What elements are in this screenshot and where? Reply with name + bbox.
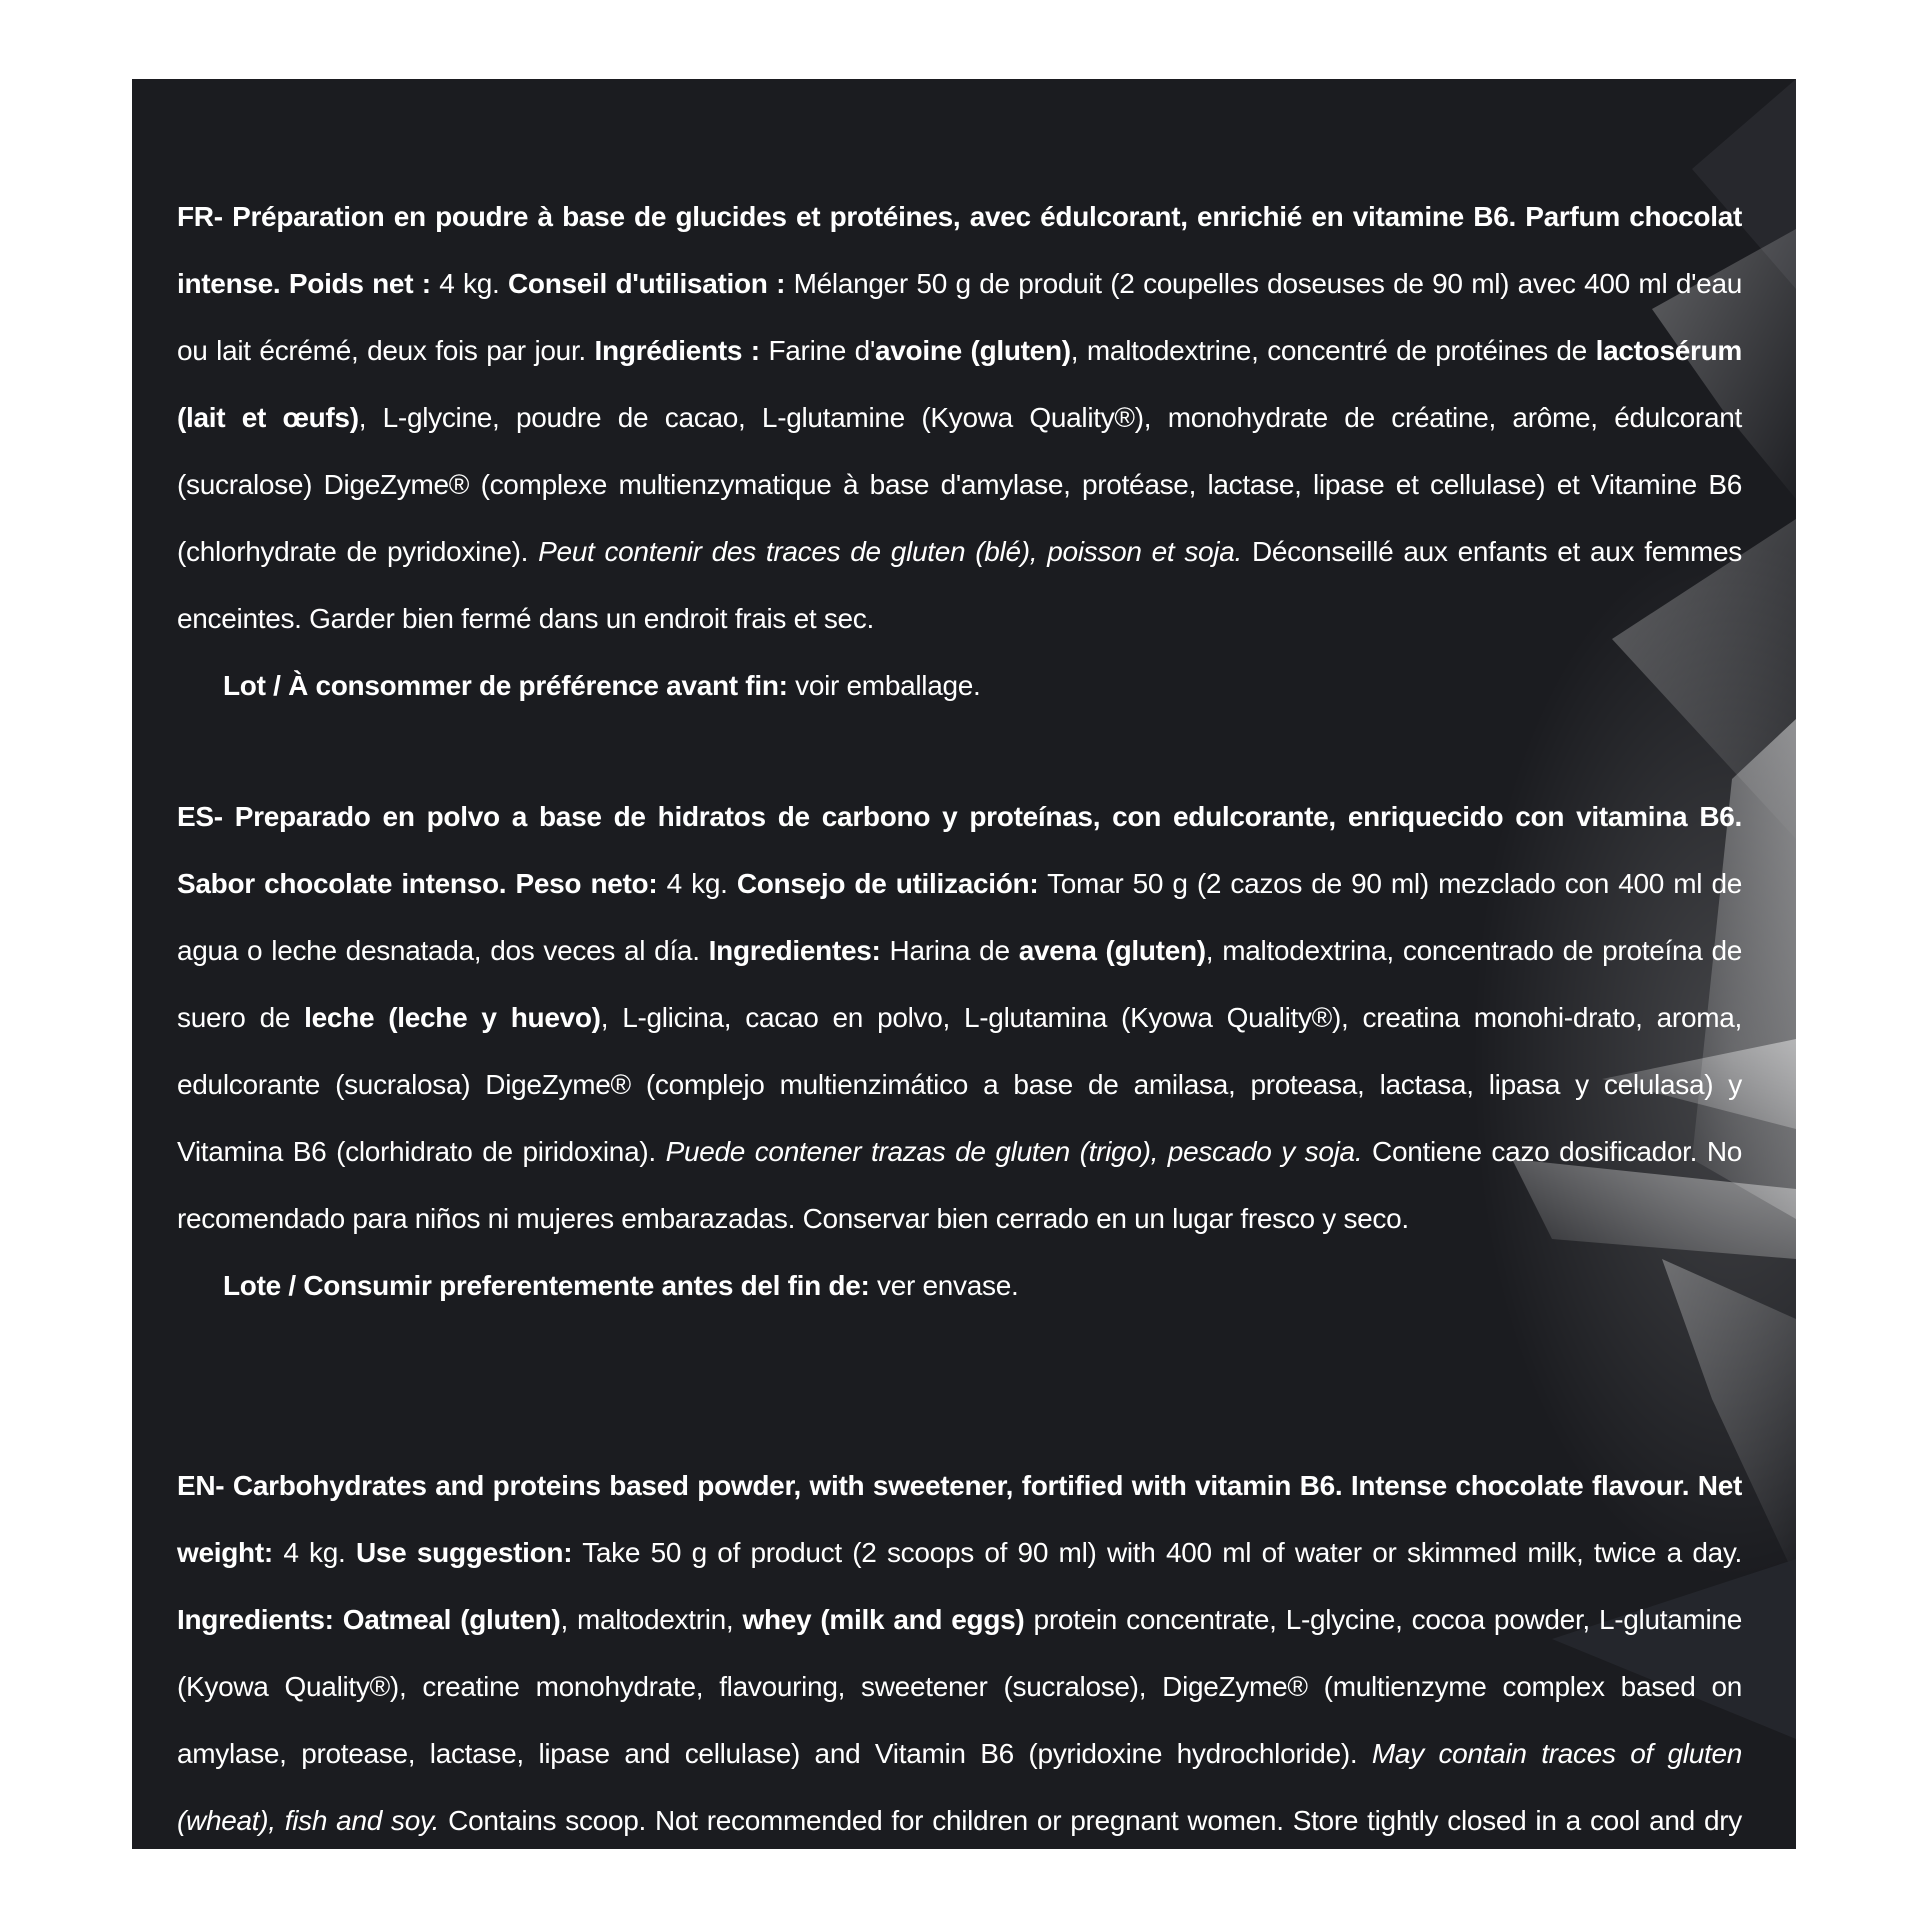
spanish-traces-warning: Puede contener trazas de gluten (trigo), pescado y soja. bbox=[665, 1136, 1363, 1167]
french-allergen-oats: avoine (gluten) bbox=[875, 335, 1071, 366]
english-section bbox=[177, 1452, 1742, 1921]
spanish-usage-text: Tomar 50 g (2 cazos de 90 ml) mezclado con 400 ml de agua o leche desnatada, dos veces al día. bbox=[177, 868, 1742, 966]
spanish-ingredients-label: Ingredientes: bbox=[708, 935, 881, 966]
spanish-ingredients-text-3: , L-glicina, cacao en polvo, L-glutamina (Kyowa Quality®), creatina monohi-drato, aroma, edulcorante (sucralosa) DigeZyme® (complejo multienzimático a base de amilasa, proteasa, lactasa, lipasa y celulasa) y Vitamina B6 (clorhidrato de piridoxina). bbox=[177, 1002, 1742, 1167]
product-label-panel bbox=[132, 79, 1796, 1903]
spanish-section bbox=[177, 783, 1742, 1319]
spanish-title: ES- Preparado en polvo a base de hidratos de carbono y proteínas, con edulcorante, enriquecido con vitamina B6. Sabor chocolate intenso. Peso neto: bbox=[177, 801, 1742, 899]
spanish-ingredients-text: Harina de bbox=[880, 935, 1019, 966]
french-paragraph bbox=[177, 183, 1742, 652]
spanish-allergen-milk: leche (leche y huevo) bbox=[304, 1002, 601, 1033]
french-ingredients-text-2: , maltodextrine, concentré de protéines de bbox=[1070, 335, 1596, 366]
english-allergen-whey: whey (milk and eggs) bbox=[742, 1604, 1025, 1635]
english-paragraph bbox=[177, 1452, 1742, 1921]
french-lot-label: Lot / À consommer de préférence avant fin: bbox=[223, 670, 788, 701]
french-net-weight: 4 kg. bbox=[430, 268, 508, 299]
english-net-weight: 4 kg. bbox=[272, 1537, 356, 1568]
english-warnings: Contains scoop. Not recommended for children or pregnant women. Store tightly closed in a cool and dry place bbox=[177, 1805, 1742, 1903]
spanish-ingredients-text-2: , maltodextrina, concentrado de proteína de suero de bbox=[177, 935, 1742, 1033]
english-ingredients-label: Ingredients: bbox=[177, 1604, 334, 1635]
english-usage-text: Take 50 g of product (2 scoops of 90 ml) with 400 ml of water or skimmed milk, twice a day. bbox=[572, 1537, 1742, 1568]
english-title: EN- Carbohydrates and proteins based powder, with sweetener, fortified with vitamin B6. Intense chocolate flavour. Net weight: bbox=[177, 1470, 1742, 1568]
english-ingredients-text: , maltodextrin, bbox=[560, 1604, 743, 1635]
french-lot-line bbox=[177, 652, 1742, 719]
spanish-lot-value: ver envase. bbox=[869, 1270, 1019, 1301]
spanish-paragraph bbox=[177, 783, 1742, 1252]
french-usage-label: Conseil d'utilisation : bbox=[507, 268, 786, 299]
spanish-warnings: Contiene cazo dosificador. No recomendado para niños ni mujeres embarazadas. Conservar bien cerrado en un lugar fresco y seco. bbox=[177, 1136, 1743, 1234]
french-ingredients-text-3: , L-glycine, poudre de cacao, L-glutamine (Kyowa Quality®), monohydrate de créatine, arôme, édulcorant (sucralose) DigeZyme® (complexe multienzymatique à base d'amylase, protéase, lactase, lipase et cellulase) et Vitamine B6 (chlorhydrate de pyridoxine). bbox=[177, 402, 1742, 567]
spanish-lot-line bbox=[177, 1252, 1742, 1319]
french-section bbox=[177, 183, 1742, 719]
english-traces-warning: May contain traces of gluten (wheat), fish and soy. bbox=[177, 1738, 1742, 1836]
french-allergen-whey: lactosérum (lait et œufs) bbox=[177, 335, 1743, 433]
french-usage-text: Mélanger 50 g de produit (2 coupelles doseuses de 90 ml) avec 400 ml d'eau ou lait écrémé, deux fois par jour. bbox=[177, 268, 1742, 366]
spanish-net-weight: 4 kg. bbox=[657, 868, 737, 899]
french-warnings: Déconseillé aux enfants et aux femmes enceintes. Garder bien fermé dans un endroit frais et sec. bbox=[177, 536, 1742, 634]
french-lot-value: voir emballage. bbox=[787, 670, 981, 701]
spanish-allergen-oats: avena (gluten) bbox=[1018, 935, 1206, 966]
english-ingredients-space bbox=[334, 1604, 343, 1635]
french-ingredients-text: Farine d' bbox=[759, 335, 875, 366]
english-usage-label: Use suggestion: bbox=[355, 1537, 573, 1568]
french-traces-warning: Peut contenir des traces de gluten (blé), poisson et soja. bbox=[538, 536, 1242, 567]
english-ingredients-text-2: protein concentrate, L-glycine, cocoa powder, L-glutamine (Kyowa Quality®), creatine monohydrate, flavouring, sweetener (sucralose), DigeZyme® (multienzyme complex based on amylase, protease, lactase, lipase and cellulase) and Vitamin B6 (pyridoxine hydrochloride). bbox=[177, 1604, 1742, 1769]
spanish-usage-label: Consejo de utilización: bbox=[736, 868, 1039, 899]
spanish-lot-label: Lote / Consumir preferentemente antes del fin de: bbox=[223, 1270, 870, 1301]
english-allergen-oats: Oatmeal (gluten) bbox=[342, 1604, 561, 1635]
french-ingredients-label: Ingrédients : bbox=[594, 335, 760, 366]
french-title: FR- Préparation en poudre à base de glucides et protéines, avec édulcorant, enrichié en vitamine B6. Parfum chocolat intense. Poids net : bbox=[177, 201, 1742, 299]
